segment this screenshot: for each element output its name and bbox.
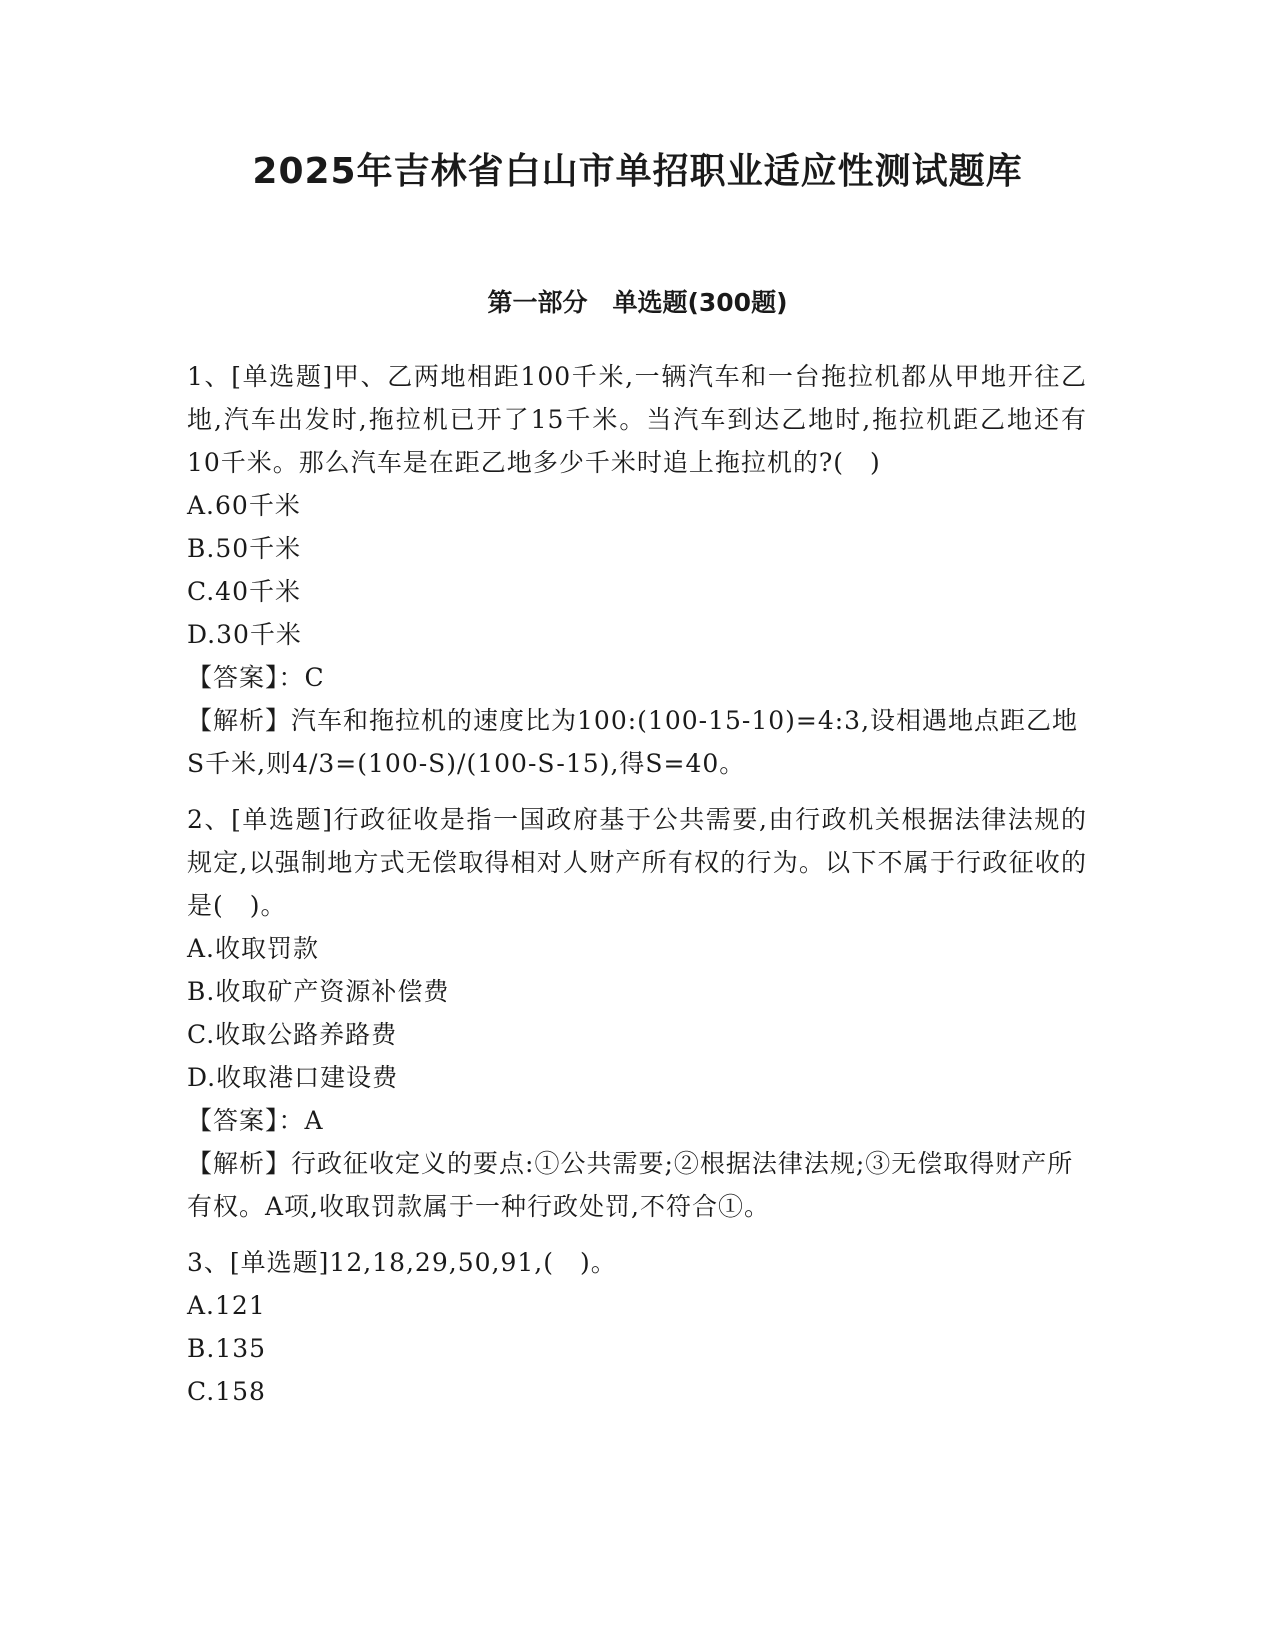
- option-d: D.收取港口建设费: [187, 1063, 399, 1092]
- answer-value: ：A: [278, 1106, 324, 1135]
- question-1: [187, 355, 1087, 785]
- section-title: 第一部分 单选题(300题): [487, 288, 788, 317]
- analysis-line: [187, 1142, 1087, 1228]
- answer-label: 【答案】: [187, 1106, 279, 1135]
- answer-line: [187, 656, 1087, 699]
- option-b: B.135: [187, 1334, 267, 1363]
- option-a: A.121: [187, 1291, 266, 1320]
- option-a: A.60千米: [187, 491, 301, 520]
- question-list: [187, 355, 1087, 1426]
- question-stem: 2、[单选题]行政征收是指一国政府基于公共需要,由行政机关根据法律法规的规定,以强制地方式无偿取得相对人财产所有权的行为。以下不属于行政征收的是( )。: [187, 805, 1087, 920]
- answer-value: ：C: [278, 663, 325, 692]
- question-3: [187, 1241, 1087, 1413]
- analysis-label: 【解析】: [187, 1149, 292, 1178]
- question-stem: 3、[单选题]12,18,29,50,91,( )。: [187, 1248, 617, 1277]
- analysis-text: 汽车和拖拉机的速度比为100:(100-15-10)=4:3,设相遇地点距乙地S千米,则4/3=(100-S)/(100-S-15),得S=40。: [187, 706, 1079, 778]
- option-d: D.30千米: [187, 620, 302, 649]
- document-title: 2025年吉林省白山市单招职业适应性测试题库: [252, 151, 1023, 192]
- answer-line: [187, 1099, 1087, 1142]
- option-c: C.158: [187, 1377, 266, 1406]
- option-a: A.收取罚款: [187, 934, 320, 963]
- option-c: C.收取公路养路费: [187, 1020, 398, 1049]
- answer-label: 【答案】: [187, 663, 279, 692]
- option-b: B.收取矿产资源补偿费: [187, 977, 450, 1006]
- question-stem: 1、[单选题]甲、乙两地相距100千米,一辆汽车和一台拖拉机都从甲地开往乙地,汽车出发时,拖拉机已开了15千米。当汽车到达乙地时,拖拉机距乙地还有10千米。那么汽车是在距乙地多少千米时追上拖拉机的?( ): [187, 362, 1087, 477]
- question-2: [187, 798, 1087, 1228]
- option-c: C.40千米: [187, 577, 301, 606]
- analysis-line: [187, 699, 1087, 785]
- analysis-label: 【解析】: [187, 706, 292, 735]
- option-b: B.50千米: [187, 534, 302, 563]
- analysis-text: 行政征收定义的要点:①公共需要;②根据法律法规;③无偿取得财产所有权。A项,收取罚款属于一种行政处罚,不符合①。: [187, 1149, 1074, 1221]
